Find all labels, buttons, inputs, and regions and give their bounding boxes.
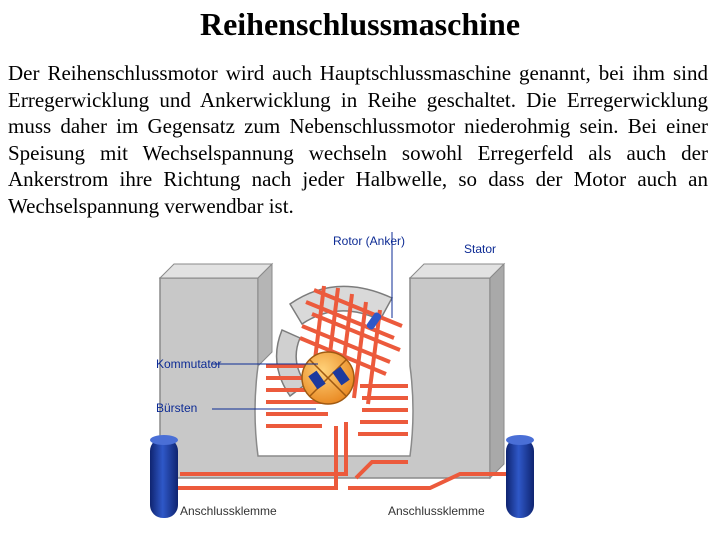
label-rotor: Rotor (Anker): [333, 234, 406, 248]
label-kommutator: Kommutator: [156, 357, 222, 371]
motor-diagram: [140, 226, 540, 540]
description-paragraph: Der Reihenschlussmotor wird auch Hauptschlussmaschine genannt, bei ihm sind Erregerwicklung und Ankerwicklung in Reihe geschaltet. Die Erregerwicklung muss daher im Gegensatz zum Nebenschlussmotor niederohmig sein. Bei einer Speisung mit Wechselspannung wechseln sowohl Erregerfeld als auch der Ankerstrom ihre Richtung nach jeder Halbwelle, so dass der Motor auch an Wechselspannung verwendbar ist.: [8, 61, 708, 218]
terminal-right: [506, 435, 534, 518]
motor-illustration: [140, 226, 540, 540]
field-winding-right: [358, 386, 408, 434]
label-terminal-left: Anschlussklemme: [180, 504, 277, 518]
label-terminal-right: Anschlussklemme: [388, 504, 485, 518]
terminal-left: [150, 435, 178, 518]
label-stator: Stator: [464, 242, 497, 256]
label-buersten: Bürsten: [156, 401, 198, 415]
page-title: Reihenschlussmaschine: [199, 6, 521, 42]
